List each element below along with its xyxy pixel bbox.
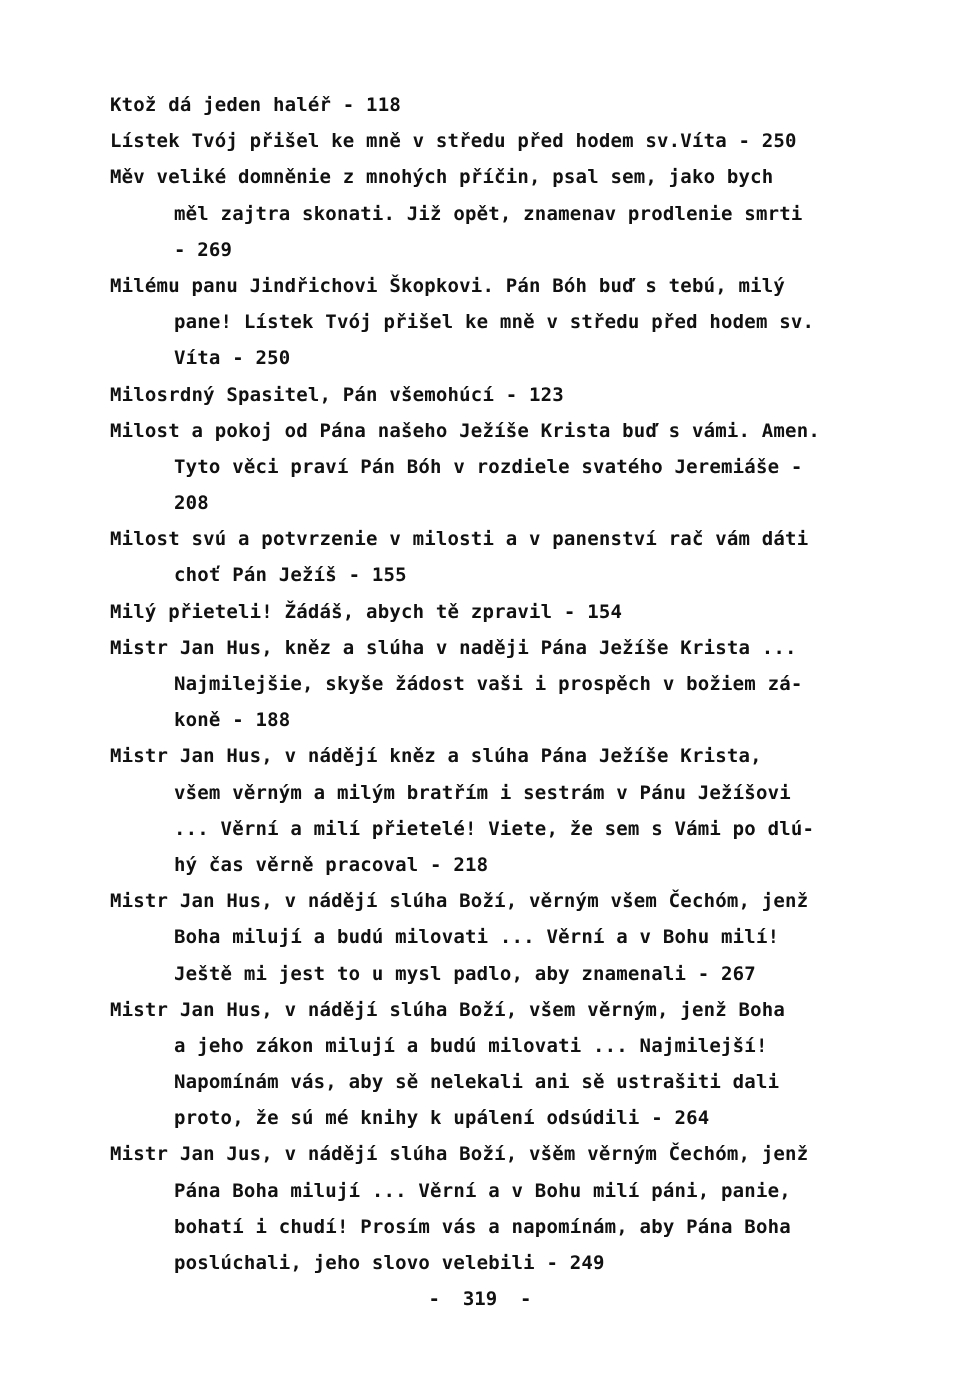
entry-continuation-line: pane! Lístek Tvój přišel ke mně v středu před hodem sv.: [174, 311, 815, 334]
entry-continuation-line: Ještě mi jest to u mysl padlo, aby znamenali - 267: [174, 962, 756, 985]
entry-first-line: Milost a pokoj od Pána našeho Ježíše Krista buď s vámi. Amen.: [110, 419, 820, 442]
index-entry: [110, 594, 870, 630]
index-entry: [110, 413, 870, 522]
entry-first-line: Milost svú a potvrzenie v milosti a v panenství rač vám dáti: [110, 528, 809, 551]
entry-continuation-line: Napomínám vás, aby sě nelekali ani sě ustrašiti dali: [174, 1071, 780, 1094]
entry-first-line: Milému panu Jindřichovi Škopkovi. Pán Bóh buď s tebú, milý: [110, 274, 786, 297]
entry-continuation-line: měl zajtra skonati. Již opět, znamenav prodlenie smrti: [174, 202, 803, 225]
entry-continuation-line: koně - 188: [174, 709, 291, 732]
index-text-block: [110, 87, 870, 1281]
entry-continuation-line: 208: [174, 492, 209, 515]
entry-continuation-line: poslúchali, jeho slovo velebili - 249: [174, 1252, 605, 1274]
entry-continuation-line: Najmilejšie, skyše žádost vaši i prospěch v božiem zá-: [174, 673, 803, 695]
entry-first-line: Ktož dá jeden haléř - 118: [110, 94, 401, 116]
entry-continuation-line: Boha milují a budú milovati ... Věrní a v Bohu milí!: [174, 926, 780, 949]
entry-first-line: Mistr Jan Hus, v nádějí kněz a slúha Pána Ježíše Krista,: [110, 745, 762, 768]
entry-continuation-line: choť Pán Ježíš - 155: [174, 564, 407, 587]
index-entry: [110, 377, 870, 413]
entry-first-line: Lístek Tvój přišel ke mně v středu před hodem sv.Víta - 250: [110, 130, 797, 153]
entry-first-line: Mistr Jan Jus, v nádějí slúha Boží, všěm věrným Čechóm, jenž: [110, 1143, 809, 1166]
index-entry: [110, 630, 870, 739]
entry-first-line: Milý přieteli! Žádáš, abych tě zpravil - 154: [110, 600, 623, 623]
entry-first-line: Mistr Jan Hus, v nádějí slúha Boží, všem věrným, jenž Boha: [110, 998, 786, 1021]
index-entry: [110, 159, 870, 268]
entry-first-line: Mistr Jan Hus, kněz a slúha v naději Pána Ježíše Krista ...: [110, 636, 797, 659]
entry-first-line: Mistr Jan Hus, v nádějí slúha Boží, věrným všem Čechóm, jenž: [110, 890, 809, 913]
index-entry: [110, 87, 870, 123]
entry-continuation-line: Pána Boha milují ... Věrní a v Bohu milí páni, panie,: [174, 1179, 791, 1202]
entry-continuation-line: Víta - 250: [174, 347, 291, 370]
index-entry: [110, 268, 870, 377]
entry-continuation-line: ... Věrní a milí přietelé! Viete, že sem s Vámi po dlú-: [174, 817, 815, 840]
entry-continuation-line: a jeho zákon milují a budú milovati ... Najmilejší!: [174, 1034, 768, 1057]
entry-continuation-line: všem věrným a milým bratřím i sestrám v Pánu Ježíšovi: [174, 781, 791, 804]
index-entry: [110, 738, 870, 883]
index-entry: [110, 1136, 870, 1281]
entry-first-line: Měv veliké domněnie z mnohých příčin, psal sem, jako bych: [110, 166, 774, 189]
entry-first-line: Milosrdný Spasitel, Pán všemohúcí - 123: [110, 383, 564, 406]
entry-continuation-line: Tyto věci praví Pán Bóh v rozdiele svatého Jeremiáše -: [174, 455, 803, 478]
entry-continuation-line: bohatí i chudí! Prosím vás a napomínám, aby Pána Boha: [174, 1215, 791, 1238]
index-entry: [110, 883, 870, 992]
page-number: - 319 -: [428, 1288, 532, 1310]
index-entry: [110, 521, 870, 593]
index-entry: [110, 123, 870, 159]
entry-continuation-line: hý čas věrně pracoval - 218: [174, 853, 489, 876]
entry-continuation-line: - 269: [174, 238, 233, 261]
entry-continuation-line: proto, že sú mé knihy k upálení odsúdili - 264: [174, 1107, 710, 1130]
index-entry: [110, 992, 870, 1137]
